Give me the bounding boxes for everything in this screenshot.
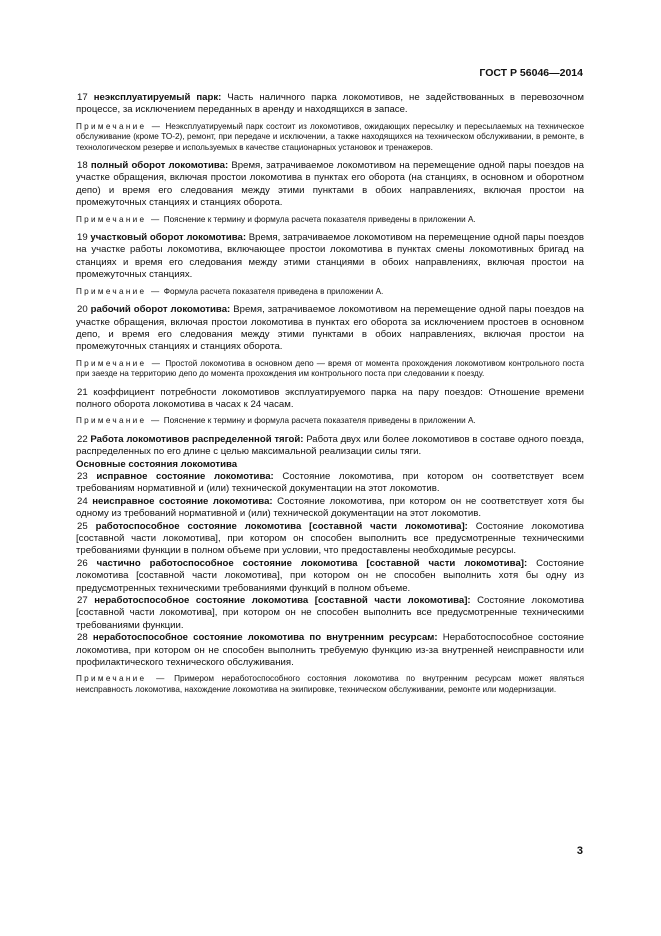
note-20: Примечание — Простой локомотива в основном депо — время от момента прохождения локомотивом контрольного поста при заезде на территорию депо до момента прохождения им контрольного поста при следовании к поезду. bbox=[76, 358, 585, 379]
note-19: Примечание — Формула расчета показателя приведена в приложении А. bbox=[76, 286, 384, 296]
note-28: Примечание — Примером неработоспособного состояния локомотива по внутренним ресурсам может являться неисправность локомотива, нахождение локомотива на экипировке, техническом обслуживании, ремонте или модернизации. bbox=[76, 674, 585, 694]
page-number: 3 bbox=[576, 845, 583, 857]
term-entry-27: 27 неработоспособное состояние локомотива [составной части локомотива]: Состояние локомотива [составной части локомотива], при котором он не способен выполнить все предусмотренные техническими требованиями функции. bbox=[76, 595, 584, 631]
document-header: ГОСТ Р 56046—2014 bbox=[479, 67, 583, 79]
note-21: Примечание — Пояснение к термину и формула расчета показателя приведены в приложении А. bbox=[76, 416, 476, 426]
document-body bbox=[76, 92, 584, 695]
term-entry-17: 17 неэксплуатируемый парк: Часть наличного парка локомотивов, не задействованных в перевозочном процессе, за исключением переданных в аренду и находящихся в запасе. bbox=[76, 92, 584, 116]
term-entry-20: 20 рабочий оборот локомотива: Время, затрачиваемое локомотивом на перемещение одной пары поездов на участке обращения, включая простои локомотива в пунктах его оборота за исключением простоев в основном депо, и время его следования между этими пунктами в обоих направлениях, включая простои на промежуточных станциях и станциях оборота. bbox=[76, 304, 585, 353]
term-entry-28: 28 неработоспособное состояние локомотива по внутренним ресурсам: Неработоспособное состояние локомотива, при котором он не способен выполнить требуемую функцию из-за внутренней неисправности или профилактического технического обслуживания. bbox=[76, 632, 585, 669]
term-entry-22: 22 Работа локомотивов распределенной тягой: Работа двух или более локомотивов в составе одного поезда, распределенных по его длине с целью максимальной реализации силы тяги. bbox=[76, 433, 585, 458]
term-entry-19: 19 участковый оборот локомотива: Время, затрачиваемое локомотивом на перемещение одной пары поездов на участке работы локомотива, включающее простои локомотива в пунктах смены локомотивных бригад на станциях и время его следования между этими станциями в обоих направлениях, включая простои на промежуточных станциях. bbox=[76, 232, 585, 281]
term-entry-21: 21 коэффициент потребности локомотивов эксплуатируемого парка на пару поездов: Отношение времени полного оборота локомотива в часах к 24 часам. bbox=[76, 386, 584, 410]
term-entry-23: 23 исправное состояние локомотива: Состояние локомотива, при котором он соответствует всем требованиям нормативной и (или) технической документации на этот локомотив. bbox=[76, 470, 585, 495]
section-title: Основные состояния локомотива bbox=[76, 458, 238, 470]
term-entry-24: 24 неисправное состояние локомотива: Состояние локомотива, при котором он не соответствует хотя бы одному из требований нормативной и (или) технической документации на этот локомотив. bbox=[76, 495, 584, 520]
term-entry-25: 25 работоспособное состояние локомотива [составной части локомотива]: Состояние локомотива [составной части локомотива], при котором он способен выполнить все предусмотренные техническими требованиями функции в полном объеме при условии, что предоставлены необходимые ресурсы. bbox=[76, 520, 585, 557]
term-entry-26: 26 частично работоспособное состояние локомотива [составной части локомотива]: Состояние локомотива [составной части локомотива], при котором он не способен выполнить хотя бы одну из предусмотренных техническими требованиями функций в полном объеме. bbox=[76, 557, 585, 594]
note-17: Примечание — Неэксплуатируемый парк состоит из локомотивов, ожидающих пересылку и пересылаемых на техническое обслуживание (кроме ТО-2), ремонт, при передаче и исключении, а также находящихся на техническом обслуживании, в ремонте, в технологическом резерве и используемых в качестве стационарных установок и тренажеров. bbox=[76, 121, 584, 152]
note-18: Примечание — Пояснение к термину и формула расчета показателя приведены в приложении А. bbox=[76, 214, 476, 224]
term-entry-18: 18 полный оборот локомотива: Время, затрачиваемое локомотивом на перемещение одной пары поездов на участке обращения, включая простои локомотива в пунктах его оборота (на станциях, в основном и оборотном депо) и время его следования между этими пунктами в обоих направлениях, включая простои на промежуточных станциях и станциях оборота. bbox=[76, 160, 584, 209]
